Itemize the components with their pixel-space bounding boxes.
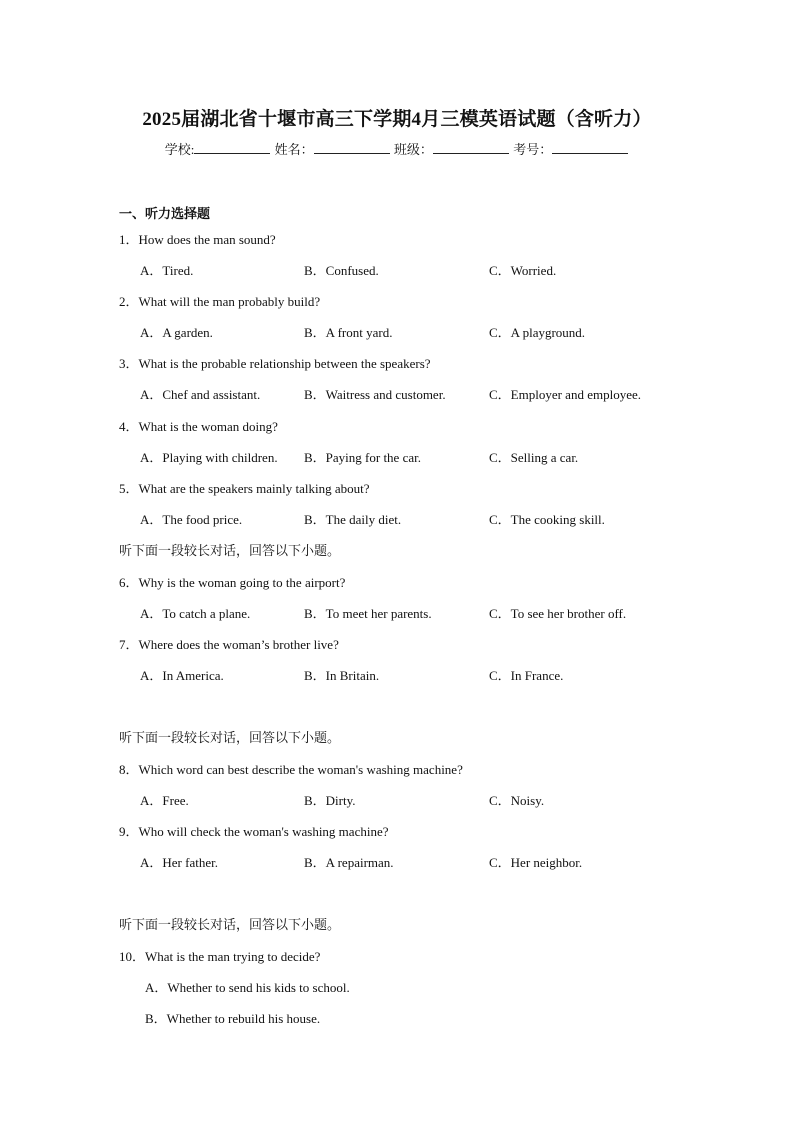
option-a: A．Tired. (140, 263, 194, 278)
option-c: C．Noisy. (489, 793, 545, 808)
option-c: C．Selling a car. (489, 450, 579, 465)
option-c: C．Employer and employee. (489, 387, 641, 402)
option-c: C．To see her brother off. (489, 606, 627, 621)
option-b: B．A repairman. (304, 855, 394, 870)
question-stem: 5．What are the speakers mainly talking about? (119, 481, 370, 496)
option-a: A．Whether to send his kids to school. (145, 980, 350, 995)
school-blank (194, 141, 270, 154)
name-blank (314, 141, 390, 154)
instruction-text: 听下面一段较长对话，回答以下小题。 (119, 917, 341, 932)
class-blank (433, 141, 509, 154)
page-title: 2025届湖北省十堰市高三下学期4月三模英语试题（含听力） (142, 109, 652, 130)
option-a: A．Chef and assistant. (140, 387, 261, 402)
option-b: B．A front yard. (304, 325, 393, 340)
option-c: C．In France. (489, 668, 564, 683)
option-c: C．The cooking skill. (489, 512, 605, 527)
exam-number-label: 考号： (513, 142, 553, 157)
option-b: B．Paying for the car. (304, 450, 421, 465)
option-c: C．Her neighbor. (489, 855, 583, 870)
option-b: B．The daily diet. (304, 512, 402, 527)
option-b: B．Confused. (304, 263, 379, 278)
option-c: C．A playground. (489, 325, 586, 340)
option-a: A．In America. (140, 668, 224, 683)
question-stem: 8．Which word can best describe the woman's washing machine? (119, 762, 463, 777)
class-label: 班级： (393, 142, 433, 157)
option-a: A．Free. (140, 793, 189, 808)
question-stem: 6．Why is the woman going to the airport? (119, 575, 346, 590)
option-b: B．Waitress and customer. (304, 387, 446, 402)
option-b: B．To meet her parents. (304, 606, 432, 621)
question-stem: 1．How does the man sound? (119, 232, 276, 247)
question-stem: 3．What is the probable relationship between the speakers? (119, 356, 431, 371)
school-label: 学校: (164, 142, 195, 157)
name-label: 姓名： (274, 142, 314, 157)
question-stem: 4．What is the woman doing? (119, 419, 278, 434)
question-stem: 9．Who will check the woman's washing machine? (119, 824, 389, 839)
instruction-text: 听下面一段较长对话，回答以下小题。 (119, 730, 341, 745)
section-title: 一、听力选择题 (119, 206, 211, 221)
option-a: A．To catch a plane. (140, 606, 251, 621)
option-a: A．A garden. (140, 325, 213, 340)
option-b: B．Whether to rebuild his house. (145, 1011, 321, 1026)
option-a: A．Playing with children. (140, 450, 278, 465)
option-a: A．The food price. (140, 512, 243, 527)
option-b: B．In Britain. (304, 668, 380, 683)
question-stem: 7．Where does the woman’s brother live? (119, 637, 339, 652)
instruction-text: 听下面一段较长对话，回答以下小题。 (119, 543, 341, 558)
student-info-line (0, 139, 794, 158)
option-b: B．Dirty. (304, 793, 356, 808)
exam-number-blank (552, 141, 628, 154)
option-c: C．Worried. (489, 263, 557, 278)
question-stem: 2．What will the man probably build? (119, 294, 321, 309)
question-stem: 10．What is the man trying to decide? (119, 949, 321, 964)
option-a: A．Her father. (140, 855, 218, 870)
